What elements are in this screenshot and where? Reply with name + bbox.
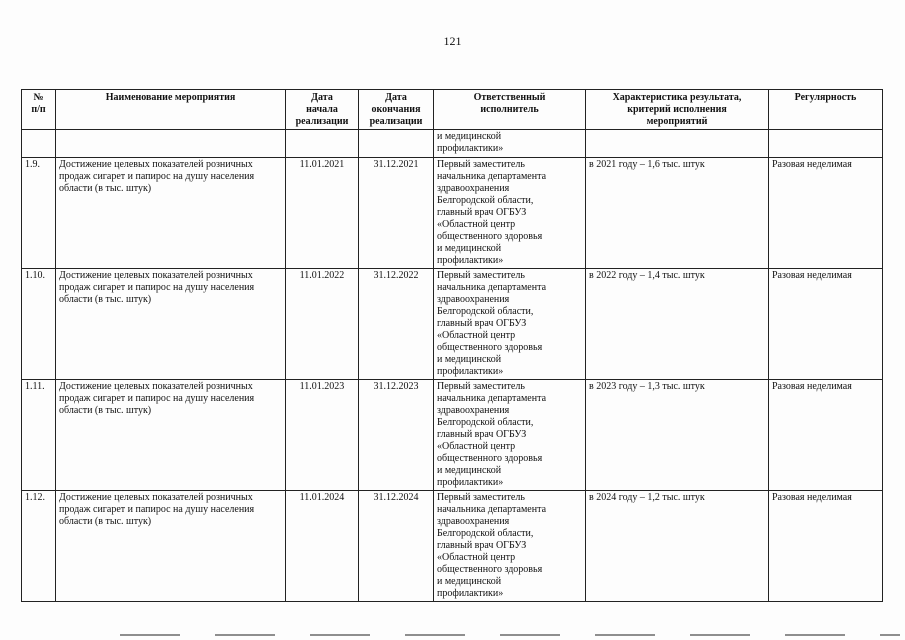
cell-executor: Первый заместитель начальника департамента здравоохранения Белгородской области, главный врач ОГБУЗ «Областной центр общественного здоровья и медицинской профилактики» [434,269,586,380]
header-start-date: Дата начала реализации [286,90,359,130]
cell-result: в 2021 году – 1,6 тыс. штук [586,158,769,269]
scan-edge-divider [120,634,900,636]
header-num: № п/п [22,90,56,130]
page-number: 121 [443,34,462,48]
cell-result: в 2023 году – 1,3 тыс. штук [586,380,769,491]
cell-empty [22,130,56,158]
cell-end-date: 31.12.2021 [359,158,434,269]
cell-num: 1.9. [22,158,56,269]
cell-executor: Первый заместитель начальника департамента здравоохранения Белгородской области, главный врач ОГБУЗ «Областной центр общественного здоровья и медицинской профилактики» [434,158,586,269]
table-row [22,491,883,602]
cell-name: Достижение целевых показателей розничных продаж сигарет и папирос на душу населения области (в тыс. штук) [56,158,286,269]
cell-name: Достижение целевых показателей розничных продаж сигарет и папирос на душу населения области (в тыс. штук) [56,269,286,380]
cell-regularity: Разовая неделимая [769,491,883,602]
cell-regularity: Разовая неделимая [769,380,883,491]
header-result: Характеристика результата, критерий исполнения мероприятий [586,90,769,130]
cell-result: в 2024 году – 1,2 тыс. штук [586,491,769,602]
continuation-row [22,130,883,158]
cell-executor: Первый заместитель начальника департамента здравоохранения Белгородской области, главный врач ОГБУЗ «Областной центр общественного здоровья и медицинской профилактики» [434,380,586,491]
cell-empty [56,130,286,158]
cell-end-date: 31.12.2022 [359,269,434,380]
table-header-row [22,90,883,130]
cell-empty [586,130,769,158]
cell-empty [769,130,883,158]
cell-start-date: 11.01.2022 [286,269,359,380]
cell-executor: и медицинской профилактики» [434,130,586,158]
cell-empty [286,130,359,158]
cell-num: 1.12. [22,491,56,602]
table-row [22,158,883,269]
header-regularity: Регулярность [769,90,883,130]
cell-regularity: Разовая неделимая [769,158,883,269]
cell-executor: Первый заместитель начальника департамента здравоохранения Белгородской области, главный врач ОГБУЗ «Областной центр общественного здоровья и медицинской профилактики» [434,491,586,602]
cell-start-date: 11.01.2021 [286,158,359,269]
header-name: Наименование мероприятия [56,90,286,130]
cell-name: Достижение целевых показателей розничных продаж сигарет и папирос на душу населения области (в тыс. штук) [56,491,286,602]
cell-regularity: Разовая неделимая [769,269,883,380]
cell-num: 1.11. [22,380,56,491]
cell-end-date: 31.12.2023 [359,380,434,491]
header-end-date: Дата окончания реализации [359,90,434,130]
cell-end-date: 31.12.2024 [359,491,434,602]
header-executor: Ответственный исполнитель [434,90,586,130]
cell-num: 1.10. [22,269,56,380]
cell-start-date: 11.01.2023 [286,380,359,491]
measures-table [21,89,883,602]
cell-result: в 2022 году – 1,4 тыс. штук [586,269,769,380]
cell-name: Достижение целевых показателей розничных продаж сигарет и папирос на душу населения области (в тыс. штук) [56,380,286,491]
table-row [22,269,883,380]
cell-empty [359,130,434,158]
table-row [22,380,883,491]
cell-start-date: 11.01.2024 [286,491,359,602]
